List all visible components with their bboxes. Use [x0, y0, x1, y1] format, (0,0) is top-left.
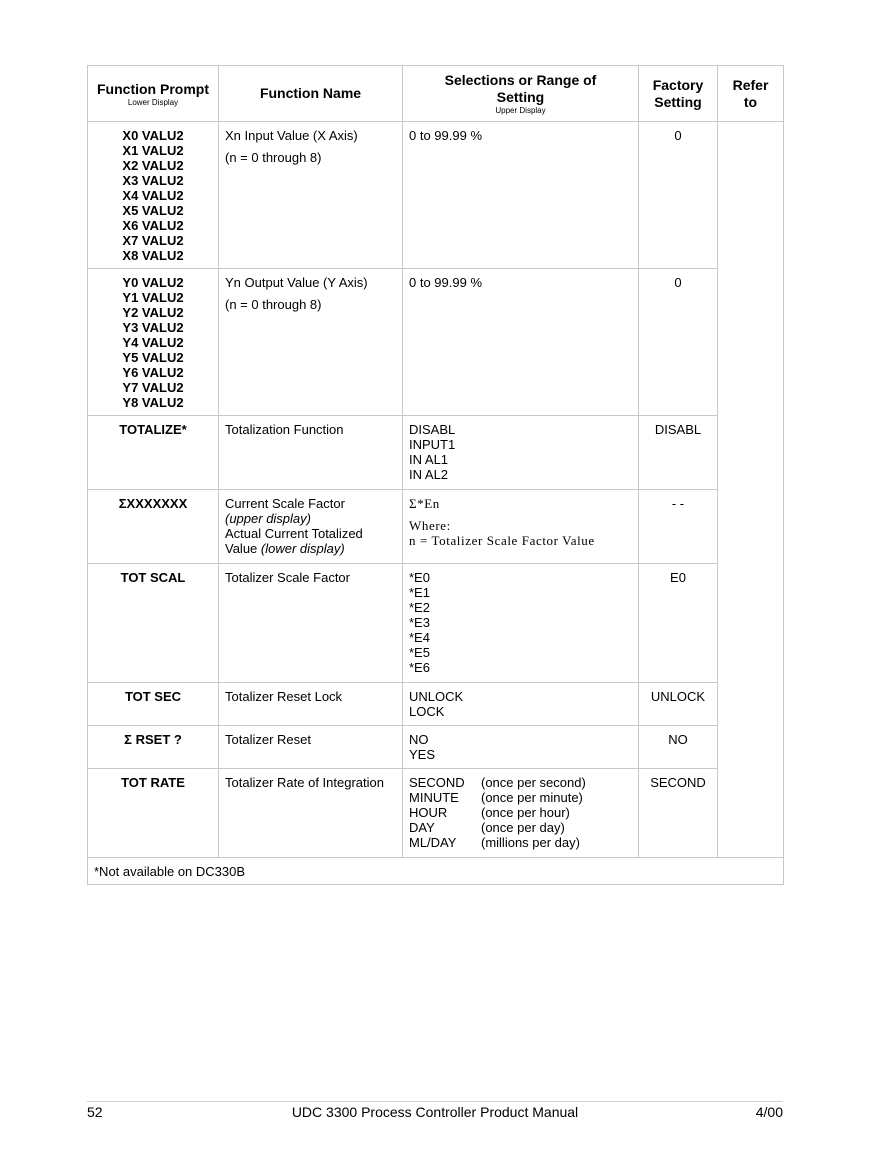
table-row: [88, 122, 784, 269]
selections-cell: NO YES: [403, 726, 639, 769]
header-selections: [403, 66, 639, 122]
selections-cell: *E0 *E1 *E2 *E3 *E4 *E5 *E6: [403, 564, 639, 683]
footnote: *Not available on DC330B: [88, 858, 784, 885]
function-prompt-cell: TOT RATE: [88, 769, 219, 858]
selections-cell: UNLOCK LOCK: [403, 683, 639, 726]
rate-option: HOUR (once per hour): [409, 805, 570, 820]
selections-cell: DISABL INPUT1 IN AL1 IN AL2: [403, 416, 639, 490]
factory-setting-cell: - -: [639, 490, 718, 564]
table-row: [88, 564, 784, 683]
function-name-cell: Totalizer Reset Lock: [219, 683, 403, 726]
table-row: [88, 683, 784, 726]
function-table: [87, 65, 784, 885]
header-selections-sub: Upper Display: [495, 106, 546, 115]
function-prompt-cell: Σ RSET ?: [88, 726, 219, 769]
footer-divider: [87, 1101, 783, 1102]
function-prompt-cell: Y0 VALU2 Y1 VALU2 Y2 VALU2 Y3 VALU2 Y4 VALU2 Y5 VALU2 Y6 VALU2 Y7 VALU2 Y8 VALU2: [88, 269, 219, 416]
function-name-cell: Totalizer Reset: [219, 726, 403, 769]
function-name-cell: Current Scale Factor (upper display) Actual Current Totalized Value (lower display): [219, 490, 403, 564]
function-prompt-cell: TOT SEC: [88, 683, 219, 726]
factory-setting-cell: 0: [639, 122, 718, 269]
factory-setting-cell: 0: [639, 269, 718, 416]
header-function-prompt-sub: Lower Display: [127, 97, 179, 107]
function-name-cell: Totalization Function: [219, 416, 403, 490]
selections-cell: [403, 769, 639, 858]
scale-formula: Σ*En: [409, 496, 440, 511]
factory-setting-cell: DISABL: [639, 416, 718, 490]
table-row: [88, 416, 784, 490]
function-name-cell: Xn Input Value (X Axis) (n = 0 through 8): [219, 122, 403, 269]
factory-setting-cell: UNLOCK: [639, 683, 718, 726]
function-prompt-cell: TOT SCAL: [88, 564, 219, 683]
factory-setting-cell: SECOND: [639, 769, 718, 858]
rate-option: ML/DAY (millions per day): [409, 835, 580, 850]
function-name-cell: Yn Output Value (Y Axis) (n = 0 through 8): [219, 269, 403, 416]
table-row: [88, 769, 784, 858]
table-header-row: [88, 66, 784, 122]
function-name-cell: Totalizer Rate of Integration: [219, 769, 403, 858]
selections-cell: 0 to 99.99 %: [403, 269, 639, 416]
header-selections-label: Selections or Range of Setting: [444, 72, 597, 105]
function-prompt-cell: X0 VALU2 X1 VALU2 X2 VALU2 X3 VALU2 X4 VALU2 X5 VALU2 X6 VALU2 X7 VALU2 X8 VALU2: [88, 122, 219, 269]
function-name-cell: Totalizer Scale Factor: [219, 564, 403, 683]
selections-cell: 0 to 99.99 %: [403, 122, 639, 269]
table-row: [88, 490, 784, 564]
revision-date: 4/00: [755, 1104, 783, 1120]
header-function-prompt-label: Function Prompt: [97, 80, 209, 97]
rate-option: SECOND (once per second): [409, 775, 586, 790]
manual-title: UDC 3300 Process Controller Product Manual: [291, 1104, 579, 1120]
page-number: 52: [87, 1104, 103, 1120]
refer-to-cell: [718, 122, 784, 858]
rate-option: DAY (once per day): [409, 820, 565, 835]
footnote-row: [88, 858, 784, 885]
function-prompt-cell: ΣXXXXXXX: [88, 490, 219, 564]
table-row: [88, 726, 784, 769]
header-refer-to: Refer to: [718, 66, 784, 122]
rate-option: MINUTE (once per minute): [409, 790, 583, 805]
header-function-prompt: [88, 66, 219, 122]
formula-definition: n = Totalizer Scale Factor Value: [409, 533, 595, 548]
header-function-name: Function Name: [219, 66, 403, 122]
factory-setting-cell: NO: [639, 726, 718, 769]
table-row: [88, 269, 784, 416]
selections-cell: [403, 490, 639, 564]
header-factory-setting: Factory Setting: [639, 66, 718, 122]
function-prompt-cell: TOTALIZE*: [88, 416, 219, 490]
formula-where: Where:: [409, 518, 451, 533]
factory-setting-cell: E0: [639, 564, 718, 683]
